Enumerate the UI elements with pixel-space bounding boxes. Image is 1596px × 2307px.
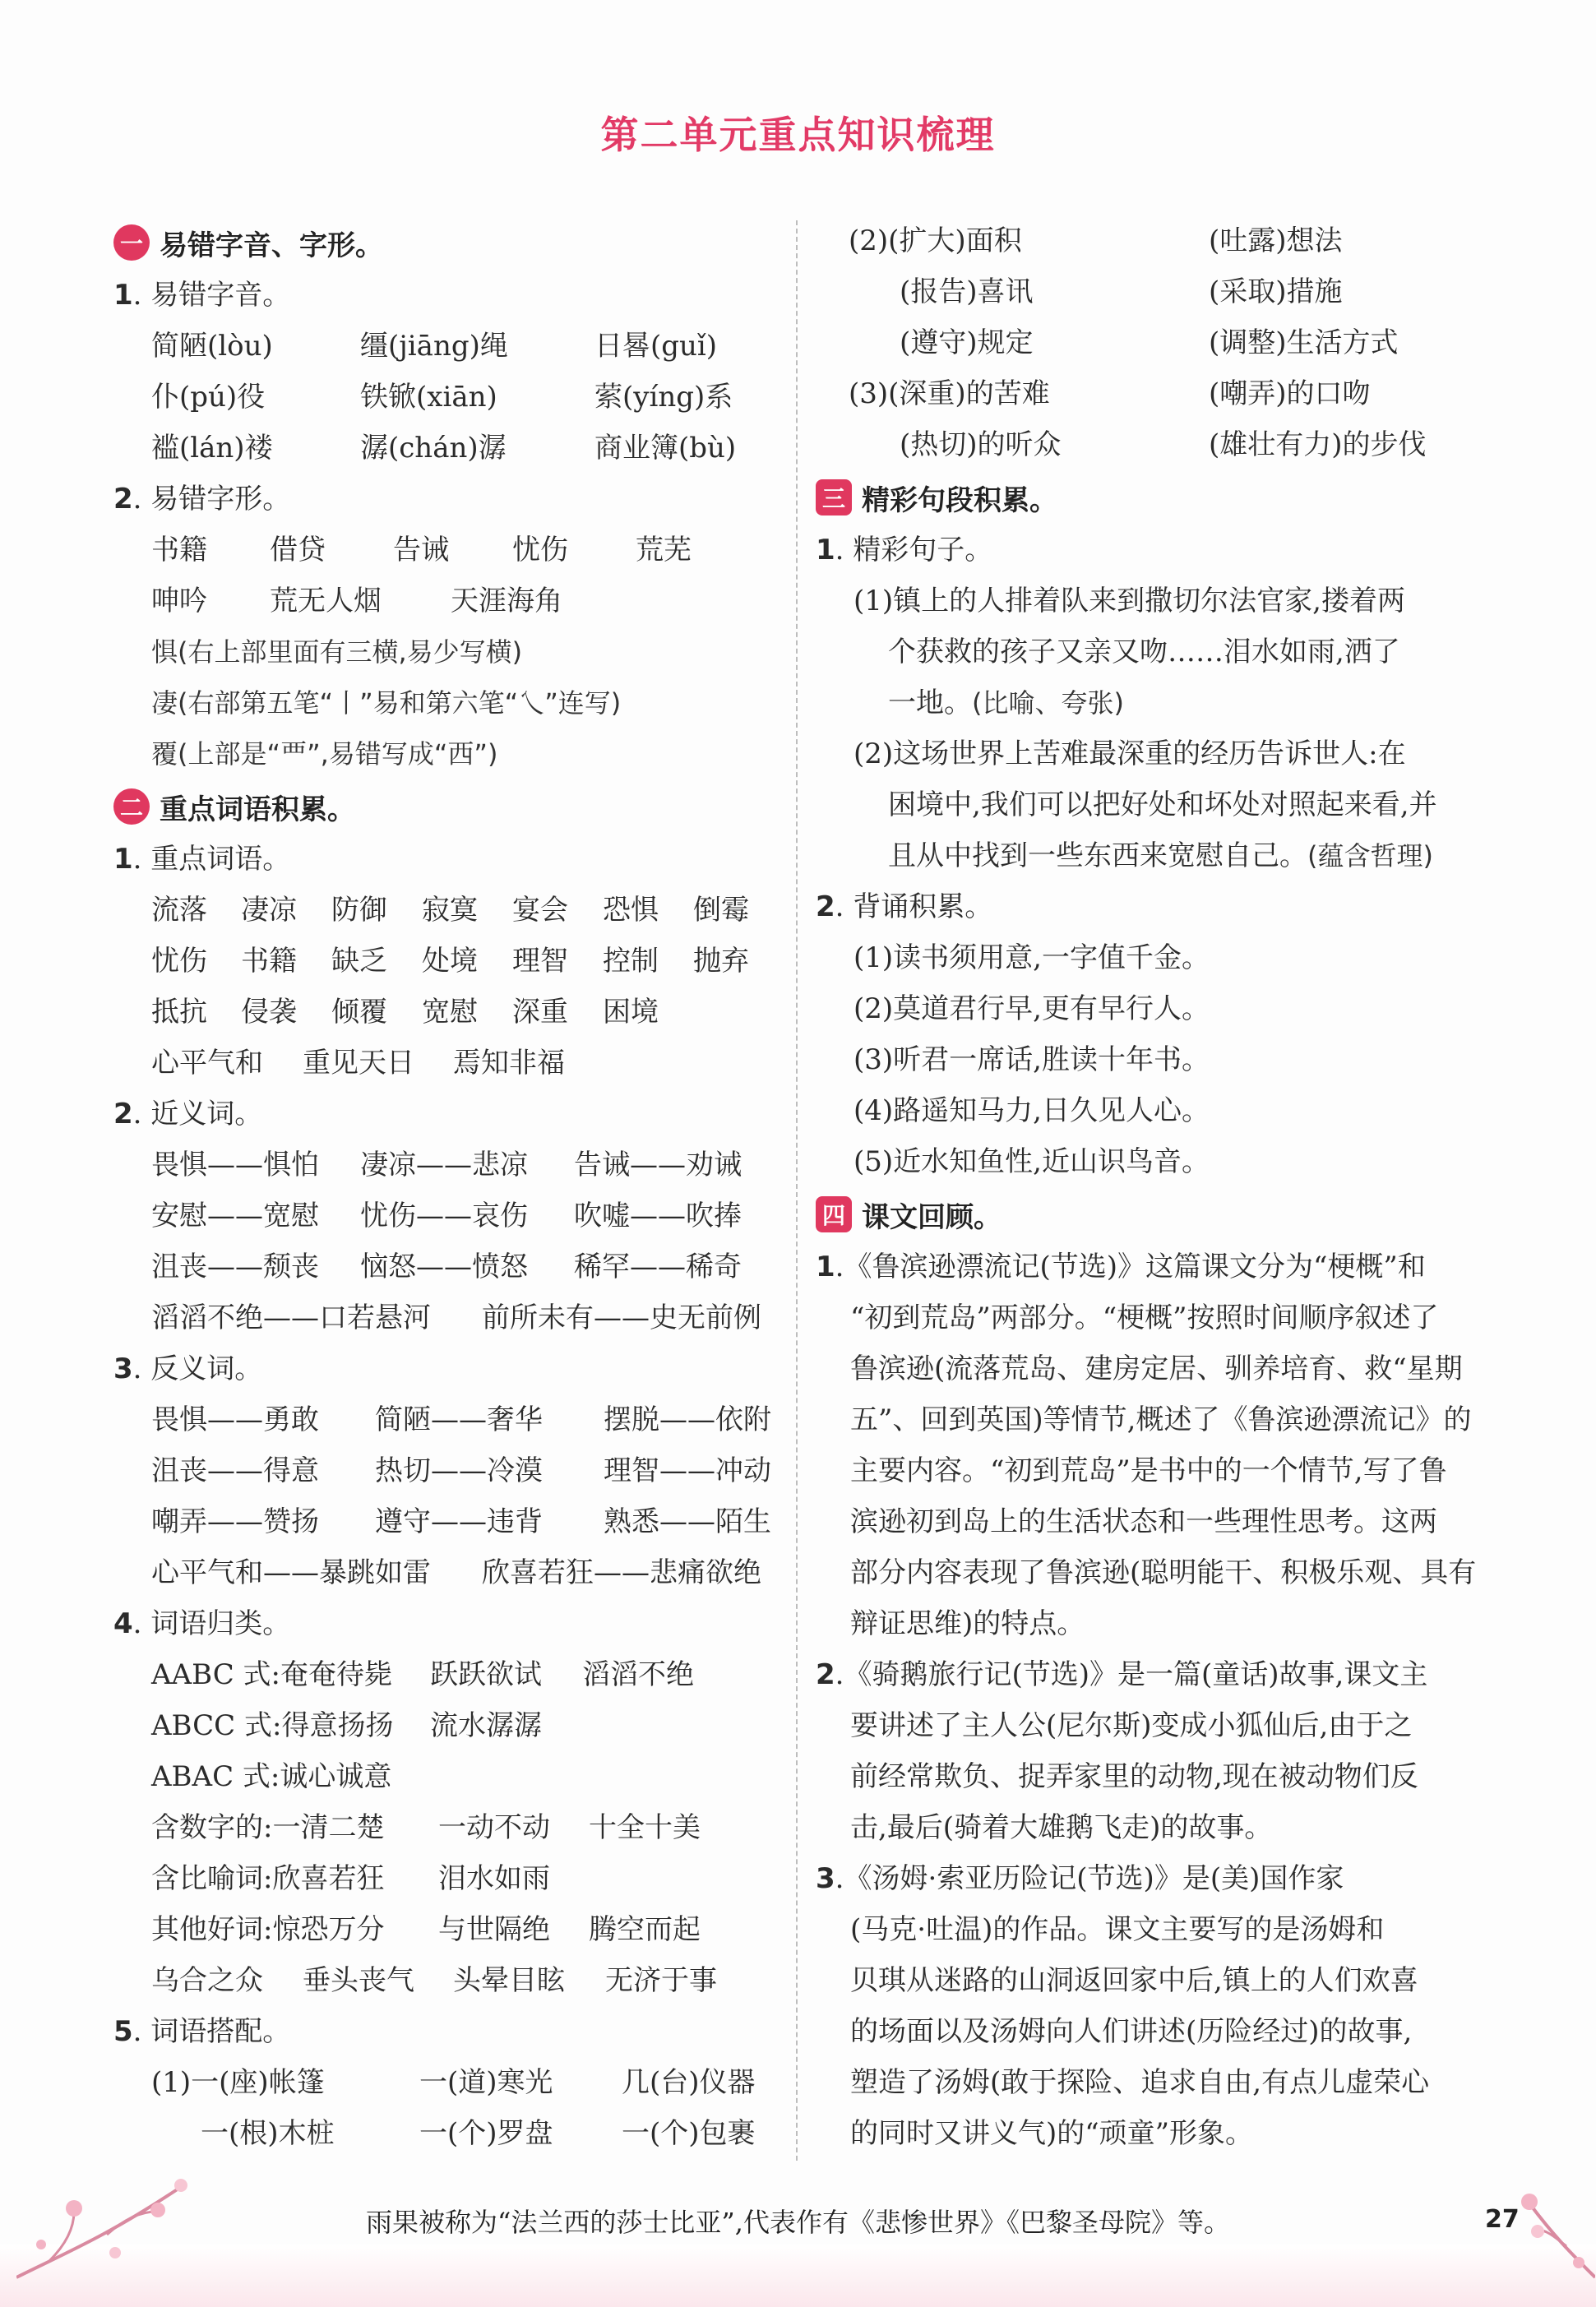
match-row: (3)(深重)的苦难 (嘲弄)的口吻 bbox=[849, 377, 1371, 410]
review-line: 的场面以及汤姆向人们讲述(历险经过)的故事, bbox=[850, 2015, 1413, 2048]
footer-note: 雨果被称为“法兰西的莎士比亚”,代表作有《悲惨世界》《巴黎圣母院》等。 bbox=[366, 2207, 1230, 2238]
subheading: 2. 近义词。 bbox=[113, 1098, 263, 1130]
match-row: (热切)的听众 (雄壮有力)的步伐 bbox=[900, 428, 1427, 461]
word-row: 忧伤 书籍 缺乏 处境 理智 控制 抛弃 bbox=[151, 945, 749, 978]
left-column bbox=[113, 215, 788, 2159]
sentence-line: (2)这场世界上苦难最深重的经历告诉世人:在 bbox=[854, 737, 1406, 770]
review-line: 的同时又讲义气)的“顽童”形象。 bbox=[850, 2117, 1254, 2150]
section-badge: 四 bbox=[816, 1196, 852, 1232]
review-line: 主要内容。“初到荒岛”是书中的一个情节,写了鲁 bbox=[850, 1454, 1447, 1487]
synonym-row: 沮丧——颓丧 恼怒——愤怒 稀罕——稀奇 bbox=[151, 1251, 742, 1283]
blossom-branch-icon bbox=[1497, 2154, 1595, 2294]
antonym-row: 嘲弄——赞扬 遵守——违背 熟悉——陌生 bbox=[151, 1505, 771, 1538]
pron-row: 仆(pú)役 铁锨(xiān) 萦(yíng)系 bbox=[151, 381, 733, 414]
review-line: 1.《鲁滨逊漂流记(节选)》这篇课文分为“梗概”和 bbox=[816, 1251, 1426, 1283]
section-badge: 三 bbox=[816, 479, 852, 515]
subheading: 4. 词语归类。 bbox=[113, 1607, 291, 1640]
antonym-row: 沮丧——得意 热切——冷漠 理智——冲动 bbox=[151, 1454, 771, 1487]
shape-note: 惧(右上部里面有三横,易少写横) bbox=[151, 636, 523, 668]
match-row: (报告)喜讯 (采取)措施 bbox=[900, 275, 1343, 308]
word-row: 心平气和 重见天日 焉知非福 bbox=[151, 1047, 565, 1080]
shape-row: 书籍 借贷 告诫 忧伤 荒芜 bbox=[151, 534, 692, 566]
pron-row: 简陋(lòu) 缰(jiāng)绳 日晷(guǐ) bbox=[151, 330, 718, 363]
subheading: 2. 背诵积累。 bbox=[816, 890, 993, 923]
review-line: “初到荒岛”两部分。“梗概”按照时间顺序叙述了 bbox=[850, 1301, 1439, 1334]
review-line: 贝琪从迷路的山洞返回家中后,镇上的人们欢喜 bbox=[850, 1964, 1418, 1997]
subheading: 5. 词语搭配。 bbox=[113, 2015, 291, 2048]
subheading: 3. 反义词。 bbox=[113, 1352, 263, 1385]
review-line: 3.《汤姆·索亚历险记(节选)》是(美)国作家 bbox=[816, 1862, 1344, 1895]
match-row: 一(根)木桩 一(个)罗盘 一(个)包裹 bbox=[201, 2117, 756, 2150]
column-divider bbox=[796, 220, 798, 2161]
sentence-line: 一地。(比喻、夸张) bbox=[888, 687, 1124, 719]
match-row: (遵守)规定 (调整)生活方式 bbox=[900, 326, 1399, 359]
recite-line: (1)读书须用意,一字值千金。 bbox=[854, 941, 1210, 974]
right-column bbox=[816, 215, 1498, 2159]
antonym-row: 畏惧——勇敢 简陋——奢华 摆脱——依附 bbox=[151, 1403, 771, 1436]
page-title: 第二单元重点知识梳理 bbox=[600, 113, 996, 157]
match-row: (1)一(座)帐篷 一(道)寒光 几(台)仪器 bbox=[151, 2066, 756, 2099]
section-badge: 二 bbox=[113, 788, 150, 825]
review-line: 击,最后(骑着大雄鹅飞走)的故事。 bbox=[850, 1811, 1273, 1844]
review-line: (马克·吐温)的作品。课文主要写的是汤姆和 bbox=[850, 1913, 1385, 1946]
category-row: AABC 式:奄奄待毙 跃跃欲试 滔滔不绝 bbox=[151, 1658, 694, 1691]
recite-line: (3)听君一席话,胜读十年书。 bbox=[854, 1043, 1210, 1076]
sentence-line: 个获救的孩子又亲又吻……泪水如雨,洒了 bbox=[888, 636, 1400, 668]
category-row: ABAC 式:诚心诚意 bbox=[151, 1760, 392, 1793]
synonym-row: 畏惧——惧怕 凄凉——悲凉 告诫——劝诫 bbox=[151, 1149, 742, 1181]
recite-line: (2)莫道君行早,更有早行人。 bbox=[854, 992, 1210, 1025]
review-line: 五”、回到英国)等情节,概述了《鲁滨逊漂流记》的 bbox=[850, 1403, 1472, 1436]
section-label: 易错字音、字形。 bbox=[160, 229, 383, 262]
review-line: 鲁滨逊(流落荒岛、建房定居、驯养培育、救“星期 bbox=[850, 1352, 1463, 1385]
sentence-line: 且从中找到一些东西来宽慰自己。(蕴含哲理) bbox=[888, 839, 1433, 872]
review-line: 部分内容表现了鲁滨逊(聪明能干、积极乐观、具有 bbox=[850, 1556, 1477, 1589]
section-4-heading bbox=[816, 1187, 1498, 1241]
section-label: 精彩句段积累。 bbox=[862, 483, 1057, 517]
recite-line: (4)路遥知马力,日久见人心。 bbox=[854, 1094, 1210, 1127]
word-row: 流落 凄凉 防御 寂寞 宴会 恐惧 倒霉 bbox=[151, 894, 749, 927]
subheading: 1. 重点词语。 bbox=[113, 843, 291, 876]
subheading: 1. 精彩句子。 bbox=[816, 534, 993, 566]
synonym-row: 安慰——宽慰 忧伤——哀伤 吹嘘——吹捧 bbox=[151, 1200, 742, 1232]
match-row: (2)(扩大)面积 (吐露)想法 bbox=[849, 224, 1343, 257]
antonym-row: 心平气和——暴跳如雷 欣喜若狂——悲痛欲绝 bbox=[151, 1556, 761, 1589]
sentence-line: 困境中,我们可以把好处和坏处对照起来看,并 bbox=[888, 788, 1437, 821]
section-1-heading bbox=[113, 215, 788, 270]
review-line: 2.《骑鹅旅行记(节选)》是一篇(童话)故事,课文主 bbox=[816, 1658, 1428, 1691]
subheading: 1. 易错字音。 bbox=[113, 279, 291, 312]
review-line: 塑造了汤姆(敢于探险、追求自由,有点儿虚荣心 bbox=[850, 2066, 1430, 2099]
category-row: 含比喻词:欣喜若狂 泪水如雨 bbox=[151, 1862, 550, 1895]
section-3-heading bbox=[816, 470, 1498, 525]
section-label: 重点词语积累。 bbox=[160, 793, 355, 826]
page-number: 27 bbox=[1485, 2205, 1520, 2234]
recite-line: (5)近水知鱼性,近山识鸟音。 bbox=[854, 1145, 1210, 1178]
pron-row: 褴(lán)褛 潺(chán)潺 商业簿(bù) bbox=[151, 432, 737, 465]
section-badge: 一 bbox=[113, 224, 150, 261]
shape-note: 覆(上部是“覀”,易错写成“西”) bbox=[151, 738, 498, 770]
shape-note: 凄(右部第五笔“丨”易和第六笔“乀”连写) bbox=[151, 687, 622, 719]
review-line: 辩证思维)的特点。 bbox=[850, 1607, 1085, 1640]
review-line: 前经常欺负、捉弄家里的动物,现在被动物们反 bbox=[850, 1760, 1418, 1793]
word-row: 抵抗 侵袭 倾覆 宽慰 深重 困境 bbox=[151, 996, 659, 1029]
bottom-decoration-band bbox=[0, 2245, 1596, 2307]
shape-row: 呻吟 荒无人烟 天涯海角 bbox=[151, 585, 562, 617]
category-row: 乌合之众 垂头丧气 头晕目眩 无济于事 bbox=[151, 1964, 717, 1997]
category-row: 含数字的:一清二楚 一动不动 十全十美 bbox=[151, 1811, 701, 1844]
review-line: 要讲述了主人公(尼尔斯)变成小狐仙后,由于之 bbox=[850, 1709, 1413, 1742]
subheading: 2. 易错字形。 bbox=[113, 483, 291, 515]
category-row: 其他好词:惊恐万分 与世隔绝 腾空而起 bbox=[151, 1913, 701, 1946]
section-2-heading bbox=[113, 779, 788, 834]
review-line: 滨逊初到岛上的生活状态和一些理性思考。这两 bbox=[850, 1505, 1437, 1538]
section-label: 课文回顾。 bbox=[862, 1200, 1002, 1234]
category-row: ABCC 式:得意扬扬 流水潺潺 bbox=[151, 1709, 542, 1742]
sentence-line: (1)镇上的人排着队来到撒切尔法官家,搂着两 bbox=[854, 585, 1405, 617]
synonym-row: 滔滔不绝——口若悬河 前所未有——史无前例 bbox=[151, 1301, 761, 1334]
